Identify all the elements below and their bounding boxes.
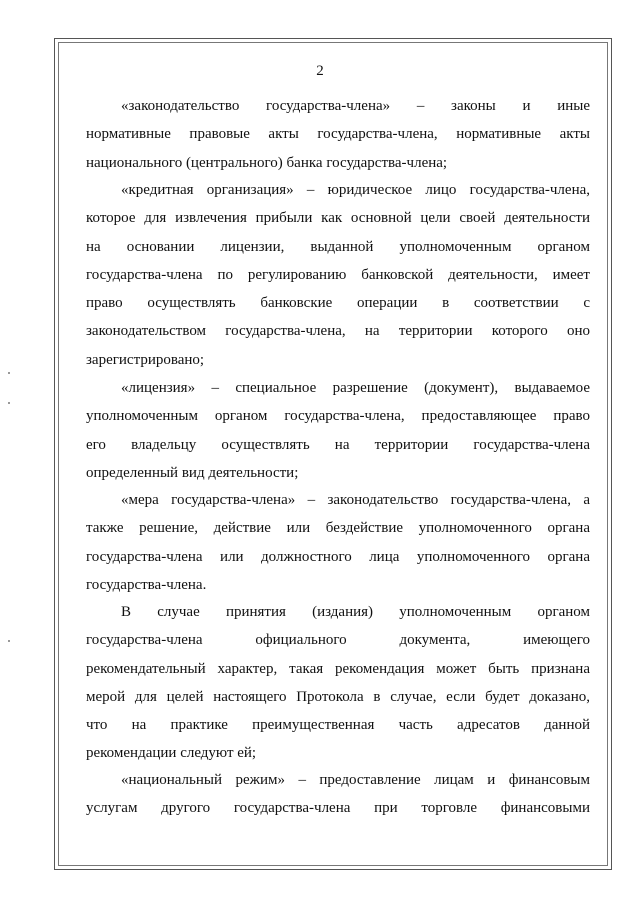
text-line: «национальный режим» – предоставление лицам и финансовым [121,772,590,788]
scan-speck [8,372,10,374]
text-line: «кредитная организация» – юридическое лицо государства-члена, [121,182,590,198]
text-line: законодательством государства-члена, на территории которого оно [86,323,590,340]
paragraph-license [86,374,590,487]
text-line: уполномоченным органом государства-члена, предоставляющее право [86,408,590,425]
paragraph-member-state-measure [86,486,590,599]
text-line: государства-члена по регулированию банковской деятельности, имеет [86,266,590,283]
page-number: 2 [316,63,324,79]
text-line: также решение, действие или бездействие уполномоченного органа [86,520,590,537]
text-line: государства-члена или должностного лица уполномоченного органа [86,548,590,565]
text-line: государства-члена. [86,576,207,593]
text-line: «мера государства-члена» – законодательство государства-члена, а [121,492,590,508]
text-line: которое для извлечения прибыли как основной цели своей деятельности [86,210,590,227]
text-line: государства-члена официального документа, имеющего [86,632,590,649]
scan-speck [8,640,10,642]
text-line: «законодательство государства-члена» – законы и иные [121,98,590,114]
text-line: рекомендации следуют ей; [86,745,257,762]
text-line: национального (центрального) банка государства-члена; [86,154,448,171]
paragraph-credit-organization [86,176,590,374]
text-line: его владельцу осуществлять на территории государства-члена [86,436,590,453]
text-line: зарегистрировано; [86,351,205,368]
paragraph-national-regime [86,766,590,823]
text-line: нормативные правовые акты государства-члена, нормативные акты [86,126,590,143]
text-line: на основании лицензии, выданной уполномоченным органом [86,238,590,255]
text-line: В случае принятия (издания) уполномоченным органом [121,604,590,620]
text-line: право осуществлять банковские операции в соответствии с [86,295,590,312]
text-line: «лицензия» – специальное разрешение (документ), выдаваемое [121,380,590,396]
text-line: услугам другого государства-члена при торговле финансовыми [86,800,590,817]
paragraph-legislation [86,92,590,177]
scan-speck [8,402,10,404]
text-line: мерой для целей настоящего Протокола в случае, если будет доказано, [86,688,590,705]
text-line: рекомендательный характер, такая рекомендация может быть признана [86,660,590,677]
text-line: что на практике преимущественная часть адресатов данной [86,717,590,734]
text-line: определенный вид деятельности; [86,464,299,481]
paragraph-recommendation [86,598,590,768]
